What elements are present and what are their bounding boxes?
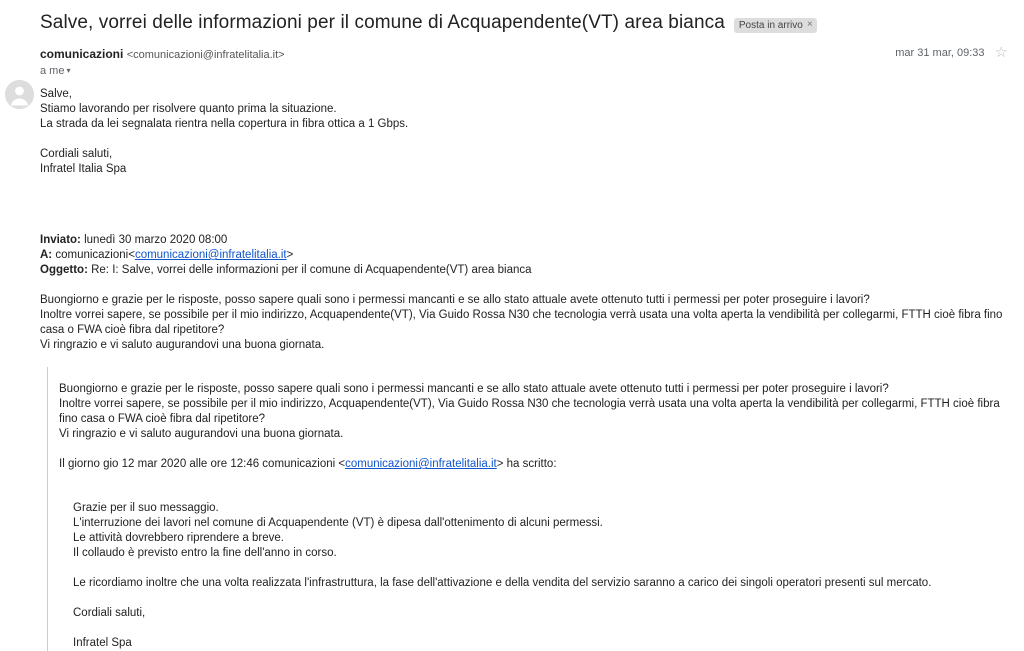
quoted-attribution-email-link[interactable]: comunicazioni@infratelitalia.it xyxy=(345,458,497,470)
quoted-attribution-post: > ha scritto: xyxy=(496,458,557,470)
forward-sent-value: lunedì 30 marzo 2020 08:00 xyxy=(84,234,228,246)
reply-signature-1: Cordiali saluti, xyxy=(40,148,113,160)
message-body xyxy=(0,77,1024,651)
inner-line-1: Grazie per il suo messaggio. xyxy=(73,502,219,514)
inner-line-5: Le ricordiamo inoltre che una volta realizzata l'infrastruttura, la fase dell'attivazione e della vendita del servizio saranno a carico dei singoli operatori presenti sul mercato. xyxy=(73,577,932,589)
inner-line-2: L'interruzione dei lavori nel comune di Acquapendente (VT) è dipesa dall'ottenimento di alcuni permessi. xyxy=(73,517,603,529)
quoted-attribution xyxy=(59,457,1008,472)
page-title: Salve, vorrei delle informazioni per il comune di Acquapendente(VT) area bianca xyxy=(40,12,725,33)
forward-to-close: > xyxy=(286,249,294,261)
quoted-line-2: Inoltre vorrei sapere, se possibile per il mio indirizzo, Acquapendente(VT), Via Guido Rossa N30 che tecnologia verrà usata una volta aperta la vendibilità per collegarmi, FTTH cioè fibra fino casa o FWA cioè fibra dal ripetitore? xyxy=(59,398,1000,425)
chevron-down-icon[interactable]: ▾ xyxy=(66,66,71,75)
forward-to-open: < xyxy=(128,249,135,261)
quoted-message xyxy=(47,367,1008,651)
sender-line xyxy=(40,46,895,63)
sender-email: <comunicazioni@infratelitalia.it> xyxy=(126,49,285,61)
recipient-label: a me xyxy=(40,65,65,77)
reply-line-2: Stiamo lavorando per risolvere quanto prima la situazione. xyxy=(40,103,337,115)
inner-line-3: Le attività dovrebbero riprendere a breve. xyxy=(73,532,284,544)
forward-sent-label: Inviato: xyxy=(40,234,81,246)
forward-to-line xyxy=(40,248,1008,263)
inner-signature-2: Infratel Spa xyxy=(73,637,132,649)
original-line-2: Inoltre vorrei sapere, se possibile per il mio indirizzo, Acquapendente(VT), Via Guido Rossa N30 che tecnologia verrà usata una volta aperta la vendibilità per collegarmi, FTTH cioè fibra fino casa o FWA cioè fibra dal ripetitore? xyxy=(40,309,1003,336)
quoted-line-1: Buongiorno e grazie per le risposte, posso sapere quali sono i permessi mancanti e se allo stato attuale avete ottenuto tutti i permessi per poter proseguire i lavori? xyxy=(59,383,889,395)
original-line-1: Buongiorno e grazie per le risposte, posso sapere quali sono i permessi mancanti e se allo stato attuale avete ottenuto tutti i permessi per poter proseguire i lavori? xyxy=(40,294,870,306)
forward-to-label: A: xyxy=(40,249,53,261)
quoted-line-3: Vi ringrazio e vi saluto augurandovi una buona giornata. xyxy=(59,428,344,440)
message-date: mar 31 mar, 09:33 xyxy=(895,47,985,59)
recipient-toggle[interactable] xyxy=(40,65,895,77)
forward-to-email-link[interactable]: comunicazioni@infratelitalia.it xyxy=(134,249,287,261)
avatar xyxy=(5,80,34,109)
star-icon[interactable]: ☆ xyxy=(994,44,1008,61)
forward-subject-value: Re: I: Salve, vorrei delle informazioni per il comune di Acquapendente(VT) area bianca xyxy=(91,264,532,276)
label-chip-text: Posta in arrivo xyxy=(738,19,803,31)
reply-line-1: Salve, xyxy=(40,88,72,100)
quoted-message-inner xyxy=(59,486,1008,651)
reply-line-3: La strada da lei segnalata rientra nella copertura in fibra ottica a 1 Gbps. xyxy=(40,118,409,130)
quoted-attribution-pre: Il giorno gio 12 mar 2020 alle ore 12:46 comunicazioni < xyxy=(59,458,346,470)
sender-block xyxy=(40,46,895,77)
message-header xyxy=(0,40,1024,77)
original-line-3: Vi ringrazio e vi saluto augurandovi una buona giornata. xyxy=(40,339,325,351)
forward-subject-line xyxy=(40,263,1008,278)
forward-subject-label: Oggetto: xyxy=(40,264,88,276)
forward-sent-line xyxy=(40,233,1008,248)
message-meta xyxy=(895,46,1008,60)
status-badge[interactable] xyxy=(734,18,817,33)
inner-signature-1: Cordiali saluti, xyxy=(73,607,146,619)
sender-name: comunicazioni xyxy=(40,47,124,61)
subject-row xyxy=(0,0,1024,40)
reply-signature-2: Infratel Italia Spa xyxy=(40,163,127,175)
inner-line-4: Il collaudo è previsto entro la fine dell'anno in corso. xyxy=(73,547,337,559)
forward-to-name: comunicazioni xyxy=(55,249,129,261)
close-icon[interactable]: × xyxy=(806,19,813,30)
